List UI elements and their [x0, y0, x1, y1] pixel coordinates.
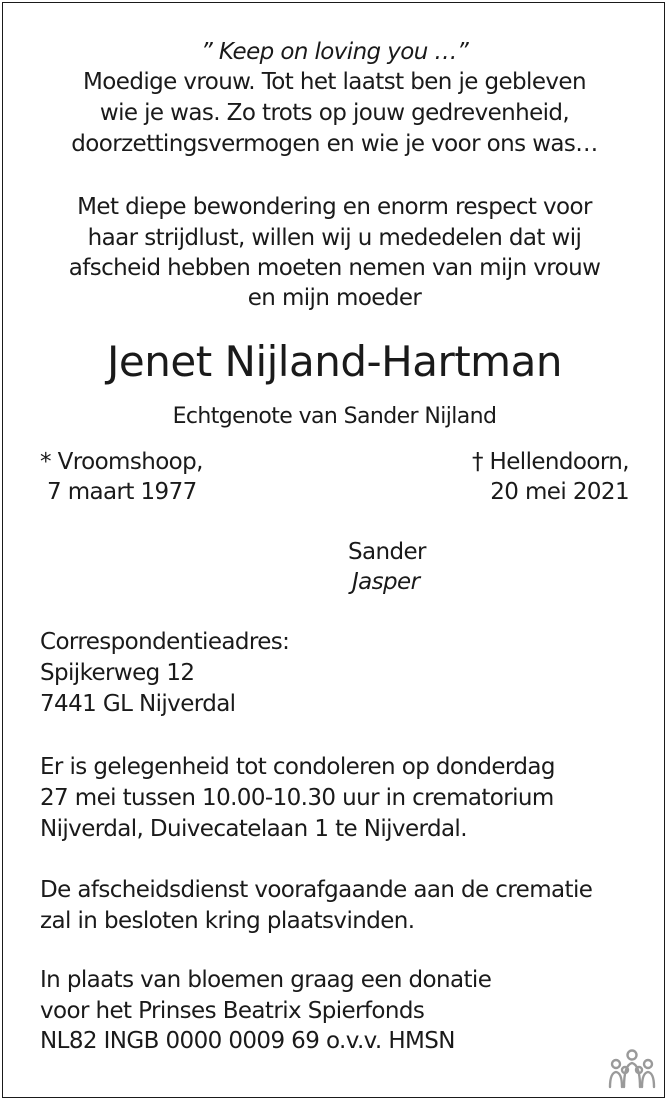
intro-line: Moedige vrouw. Tot het laatst ben je gebleven: [83, 69, 586, 95]
death-place: † Hellendoorn,: [471, 449, 629, 475]
announcement-line: en mijn moeder: [247, 285, 422, 311]
donation-line: In plaats van bloemen graag een donatie: [40, 967, 492, 993]
announcement-line: Met diepe bewondering en enorm respect voor: [77, 194, 592, 220]
signatory-jasper: Jasper: [352, 569, 420, 595]
announcement-line: afscheid hebben moeten nemen van mijn vrouw: [68, 255, 601, 281]
family-group-icon: [607, 1049, 657, 1089]
signatory-sander: Sander: [348, 539, 426, 565]
correspondence-street: Spijkerweg 12: [40, 660, 195, 686]
intro-line: doorzettingsvermogen en wie je voor ons was…: [71, 131, 598, 157]
death-date: 20 mei 2021: [490, 479, 629, 505]
condolence-line: Er is gelegenheid tot condoleren op donderdag: [40, 754, 555, 780]
announcement-line: haar strijdlust, willen wij u mededelen dat wij: [87, 225, 582, 251]
birth-date: 7 maart 1977: [47, 479, 197, 505]
donation-line: NL82 INGB 0000 0009 69 o.v.v. HMSN: [40, 1028, 455, 1054]
deceased-name: Jenet Nijland-Hartman: [107, 337, 562, 386]
birth-place: * Vroomshoop,: [40, 449, 203, 475]
donation-line: voor het Prinses Beatrix Spierfonds: [40, 998, 425, 1024]
spouse-line: Echtgenote van Sander Nijland: [172, 404, 497, 429]
correspondence-city: 7441 GL Nijverdal: [40, 691, 236, 717]
quote: ” Keep on loving you …”: [200, 39, 469, 65]
intro-line: wie je was. Zo trots op jouw gedrevenheid,: [99, 100, 570, 126]
condolence-line: Nijverdal, Duivecatelaan 1 te Nijverdal.: [40, 816, 467, 842]
service-line: zal in besloten kring plaatsvinden.: [40, 908, 415, 934]
condolence-line: 27 mei tussen 10.00-10.30 uur in crematorium: [40, 785, 554, 811]
correspondence-label: Correspondentieadres:: [40, 629, 290, 655]
service-line: De afscheidsdienst voorafgaande aan de crematie: [40, 877, 593, 903]
